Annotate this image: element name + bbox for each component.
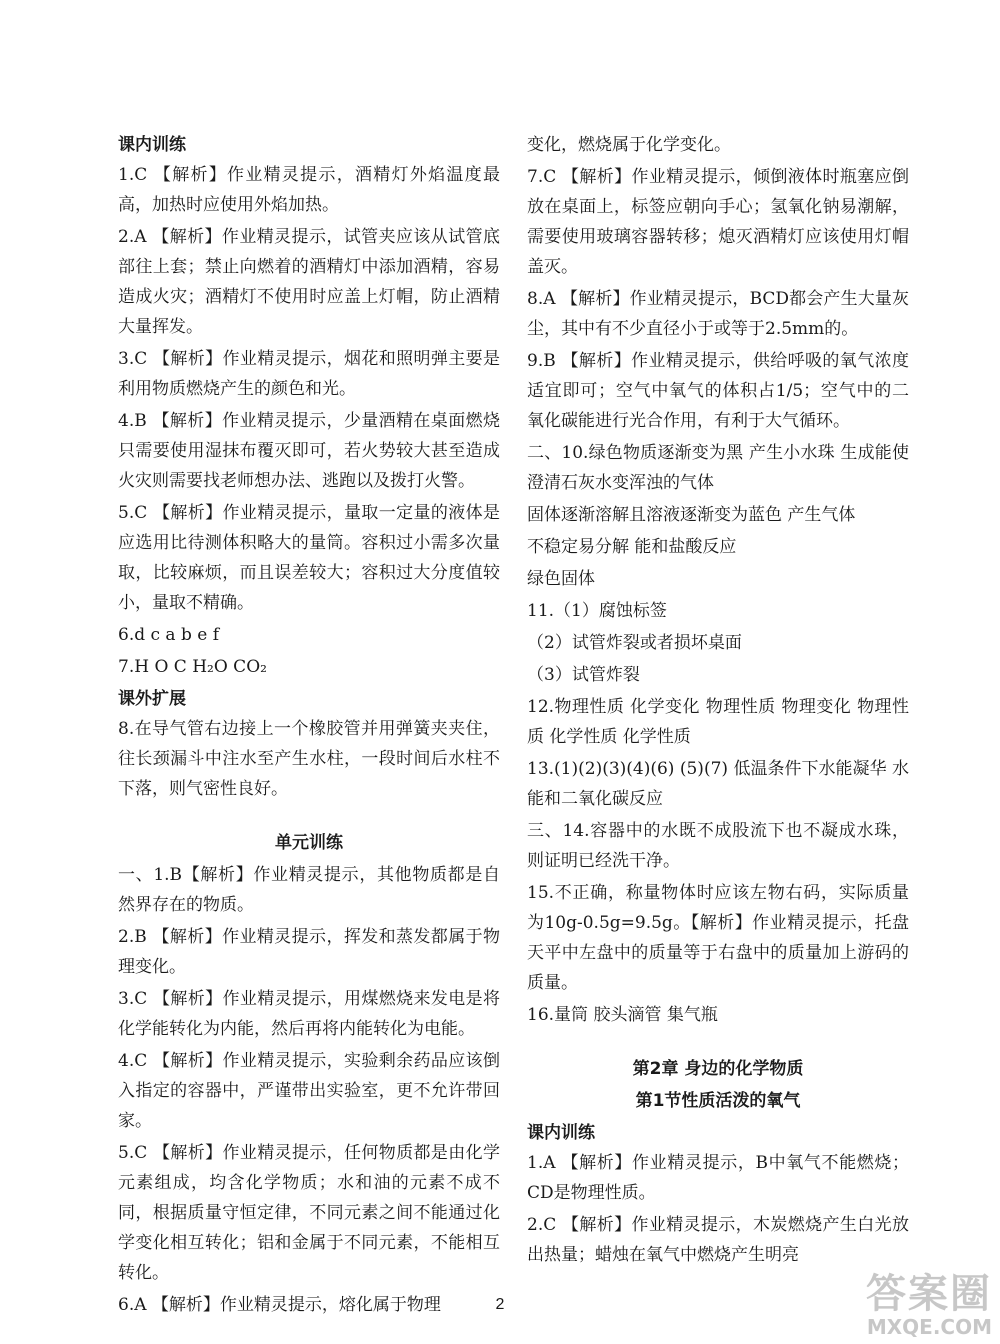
section-heading: 课内训练: [118, 135, 186, 155]
answer-paragraph: 不稳定易分解 能和盐酸反应: [527, 537, 737, 557]
section-heading: 课外扩展: [118, 689, 186, 709]
spacer: [527, 1032, 909, 1054]
section-heading: 第1节性质活泼的氧气: [635, 1091, 801, 1111]
section-heading: 第2章 身边的化学物质: [632, 1059, 804, 1079]
watermark-logo: [866, 1272, 992, 1338]
answer-paragraph: 变化，燃烧属于化学变化。: [527, 135, 731, 155]
answer-paragraph: 4.B 【解析】作业精灵提示，少量酒精在桌面燃烧只需要使用湿抹布覆灭即可，若火势较大甚至造成火灾则需要找老师想办法、逃跑以及拨打火警。: [118, 411, 500, 491]
answer-paragraph: 5.C 【解析】作业精灵提示，任何物质都是由化学元素组成，均含化学物质；水和油的元素不成不同，根据质量守恒定律，不同元素之间不能通过化学变化相互转化；铝和金属于不同元素，不能相互转化。: [118, 1143, 500, 1283]
section-heading: 单元训练: [275, 833, 343, 853]
page-number: 2: [495, 1296, 505, 1313]
answer-paragraph: 1.A 【解析】作业精灵提示，B中氧气不能燃烧；CD是物理性质。: [527, 1153, 909, 1203]
answer-paragraph: 11.（1）腐蚀标签: [527, 601, 667, 621]
answer-paragraph: 2.C 【解析】作业精灵提示，木炭燃烧产生白光放出热量；蜡烛在氧气中燃烧产生明亮: [527, 1215, 909, 1265]
answer-paragraph: 8.在导气管右边接上一个橡胶管并用弹簧夹夹住，往长颈漏斗中注水至产生水柱，一段时间后水柱不下落，则气密性良好。: [118, 719, 500, 799]
answer-paragraph: 16.量筒 胶头滴管 集气瓶: [527, 1005, 718, 1025]
answer-paragraph: 13.(1)(2)(3)(4)(6) (5)(7) 低温条件下水能凝华 水能和二氧化碳反应: [527, 759, 909, 809]
spacer: [118, 806, 500, 828]
answer-paragraph: 12.物理性质 化学变化 物理性质 物理变化 物理性质 化学性质 化学性质: [527, 697, 909, 747]
answer-paragraph: 7.C 【解析】作业精灵提示，倾倒液体时瓶塞应倒放在桌面上，标签应朝向手心；氢氧化钠易潮解，需要使用玻璃容器转移；熄灭酒精灯应该使用灯帽盖灭。: [527, 167, 909, 277]
answer-paragraph: 固体逐渐溶解且溶液逐渐变为蓝色 产生气体: [527, 505, 856, 525]
answer-paragraph: （3）试管炸裂: [527, 665, 640, 685]
answer-paragraph: 4.C 【解析】作业精灵提示，实验剩余药品应该倒入指定的容器中，严谨带出实验室，更不允许带回家。: [118, 1051, 500, 1131]
watermark-en: MXQE.COM: [866, 1315, 992, 1339]
answer-paragraph: 三、14.容器中的水既不成股流下也不凝成水珠，则证明已经洗干净。: [527, 821, 909, 871]
answer-paragraph: 1.C 【解析】作业精灵提示，酒精灯外焰温度最高，加热时应使用外焰加热。: [118, 165, 500, 215]
answer-paragraph: 5.C 【解析】作业精灵提示，量取一定量的液体是应选用比待测体积略大的量筒。容积过小需多次量取，比较麻烦，而且误差较大；容积过大分度值较小，量取不精确。: [118, 503, 500, 613]
answer-paragraph: 2.B 【解析】作业精灵提示，挥发和蒸发都属于物理变化。: [118, 927, 500, 977]
answer-paragraph: 一、1.B【解析】作业精灵提示，其他物质都是自然界存在的物质。: [118, 865, 500, 915]
left-column: [118, 130, 500, 1322]
answer-paragraph: 15.不正确，称量物体时应该左物右码，实际质量为10g-0.5g=9.5g。【解析】作业精灵提示，托盘天平中左盘中的质量等于右盘中的质量加上游码的质量。: [527, 883, 909, 993]
watermark-cn: 答案圈: [866, 1271, 992, 1317]
right-column: [527, 130, 909, 1272]
answer-paragraph: 二、10.绿色物质逐渐变为黑 产生小水珠 生成能使澄清石灰水变浑浊的气体: [527, 443, 909, 493]
answer-paragraph: 3.C 【解析】作业精灵提示，用煤燃烧来发电是将化学能转化为内能，然后再将内能转化为电能。: [118, 989, 500, 1039]
answer-paragraph: 8.A 【解析】作业精灵提示，BCD都会产生大量灰尘，其中有不少直径小于或等于2.5mm的。: [527, 289, 909, 339]
answer-paragraph: 3.C 【解析】作业精灵提示，烟花和照明弹主要是利用物质燃烧产生的颜色和光。: [118, 349, 500, 399]
answer-paragraph: 2.A 【解析】作业精灵提示，试管夹应该从试管底部往上套；禁止向燃着的酒精灯中添加酒精，容易造成火灾；酒精灯不使用时应盖上灯帽，防止酒精大量挥发。: [118, 227, 500, 337]
answer-paragraph: 6.d c a b e f: [118, 625, 220, 645]
answer-paragraph: （2）试管炸裂或者损坏桌面: [527, 633, 742, 653]
answer-paragraph: 6.A 【解析】作业精灵提示，熔化属于物理: [118, 1295, 441, 1315]
answer-paragraph: 绿色固体: [527, 569, 595, 589]
answer-paragraph: 9.B 【解析】作业精灵提示，供给呼吸的氧气浓度适宜即可；空气中氧气的体积占1/5；空气中的二氧化碳能进行光合作用，有利于大气循环。: [527, 351, 909, 431]
answer-paragraph: 7.H O C H₂O CO₂: [118, 657, 267, 677]
section-heading: 课内训练: [527, 1123, 595, 1143]
